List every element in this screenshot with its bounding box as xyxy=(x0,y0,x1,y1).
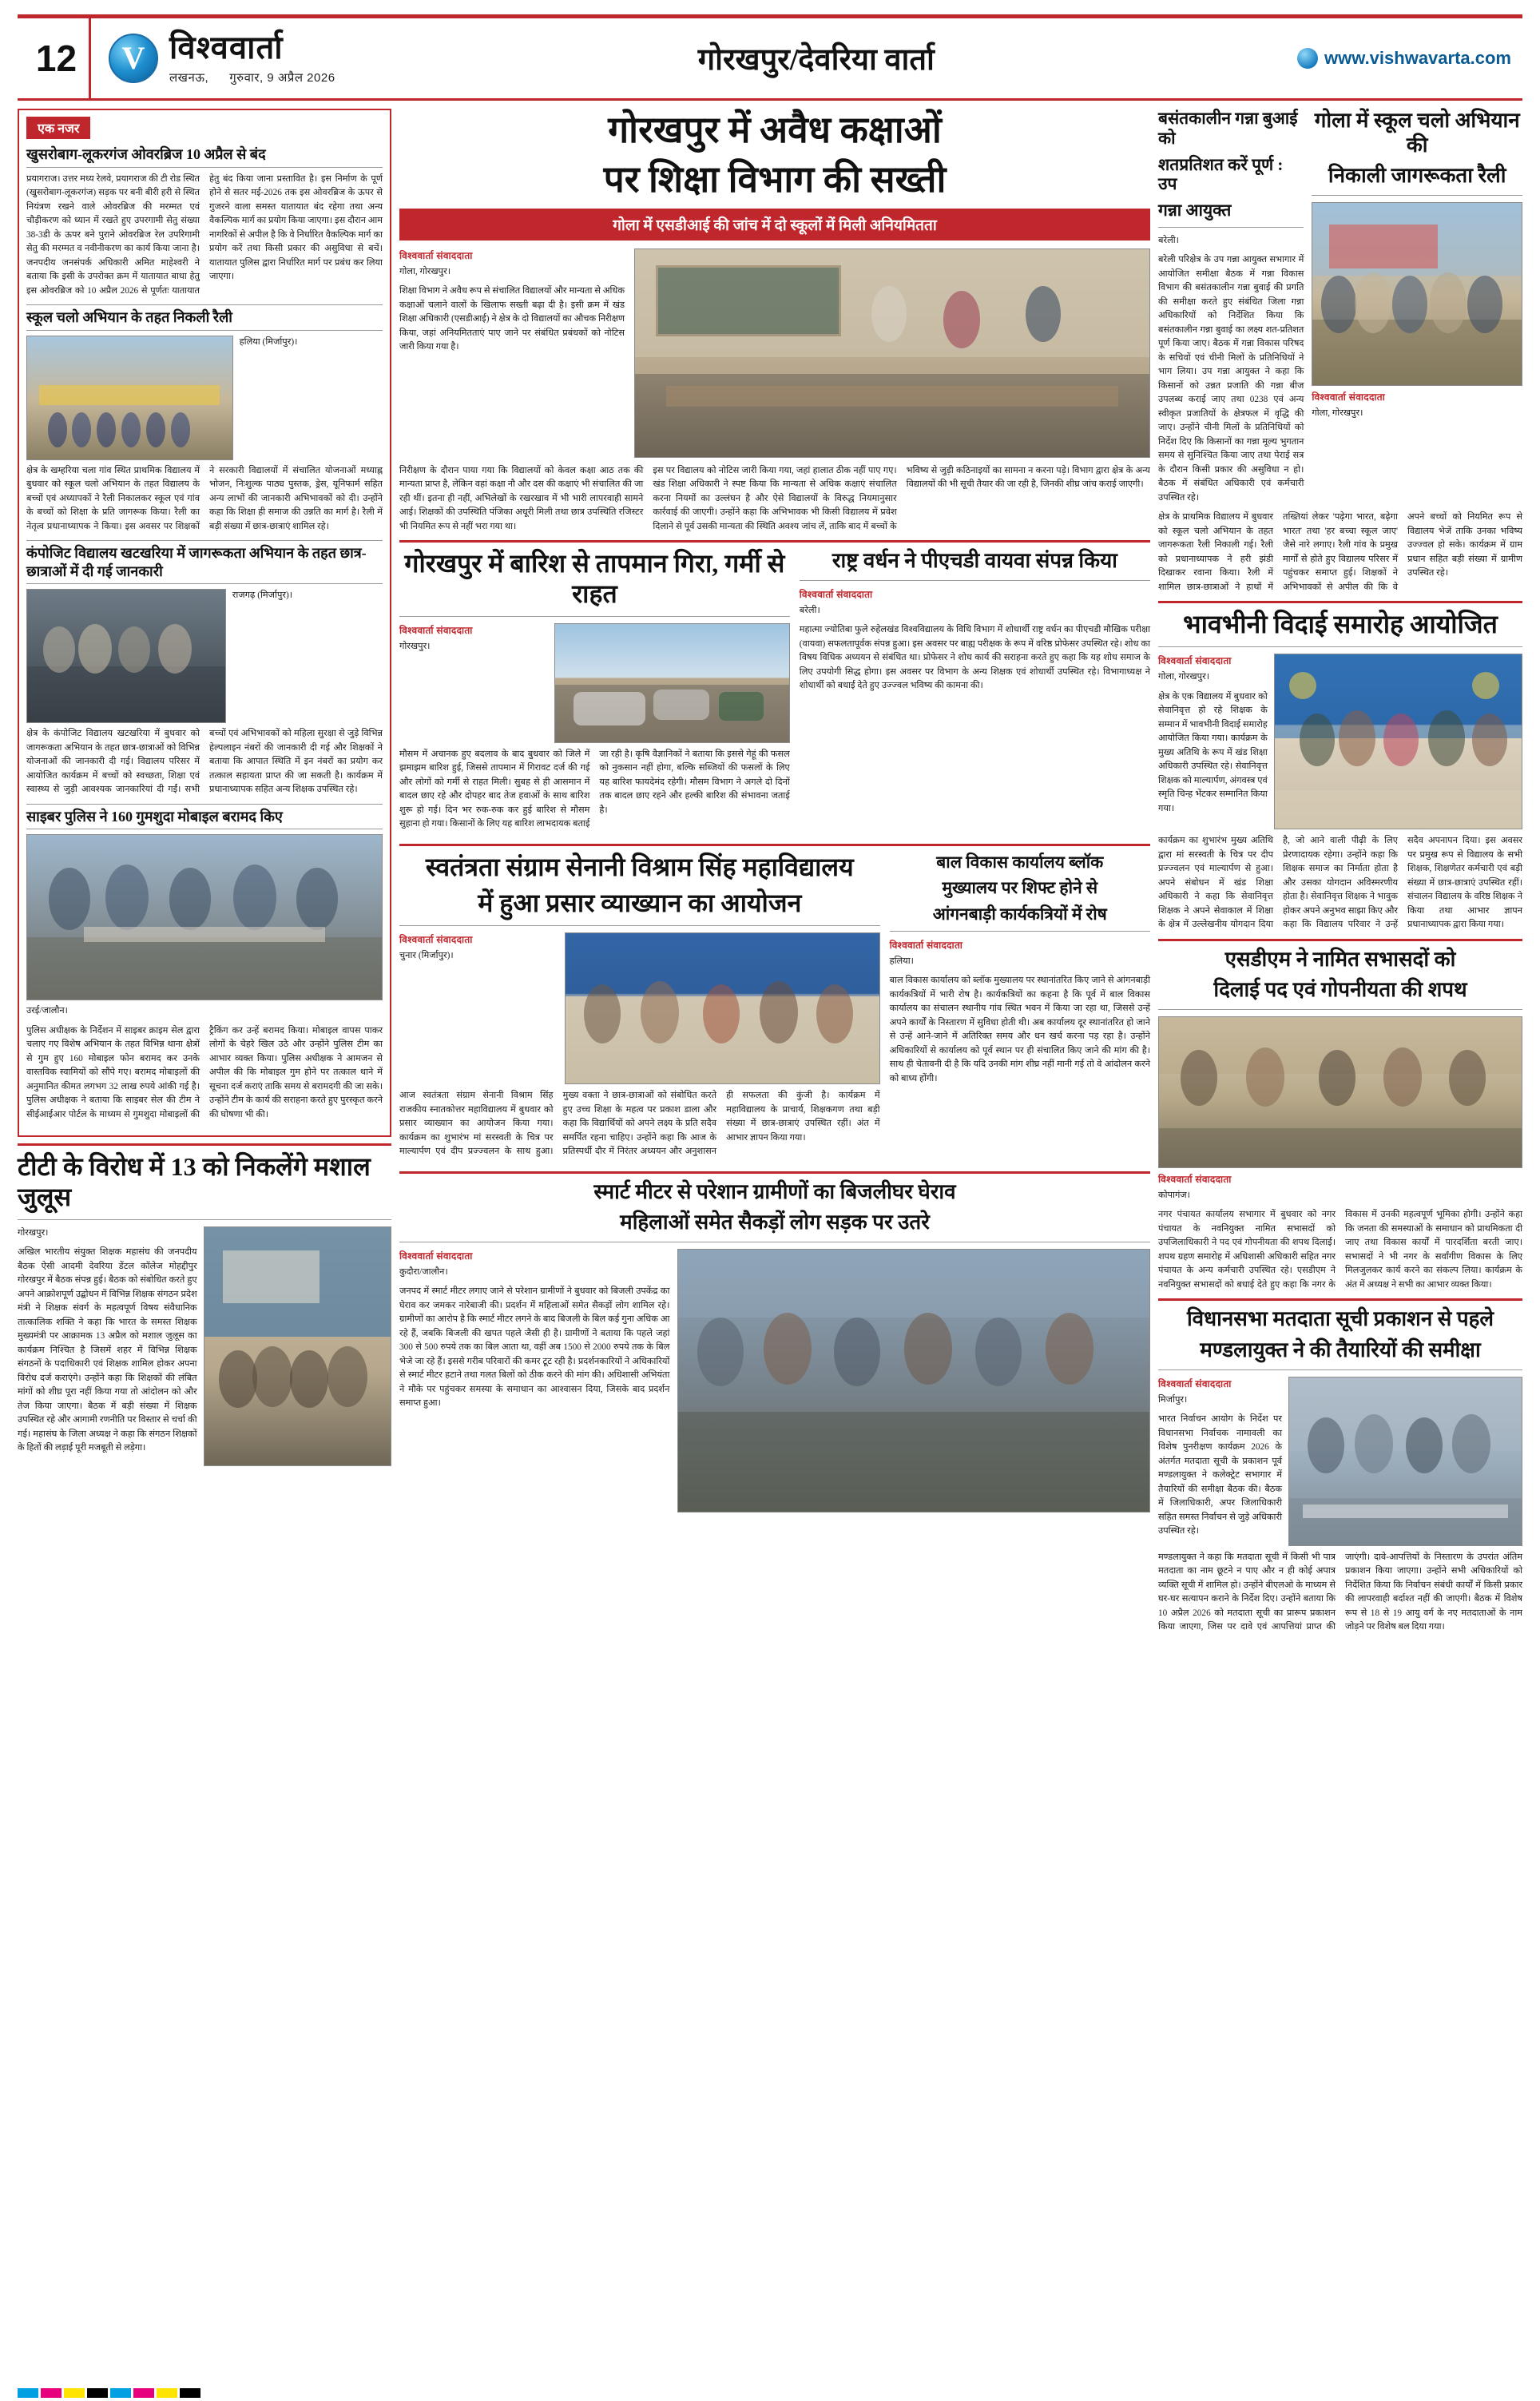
lead-photo-classroom xyxy=(634,248,1150,458)
sugarcane-text: बरेली परिक्षेत्र के उप गन्ना आयुक्त सभागार में आयोजित समीक्षा बैठक में गन्ना विकास विभाग की बसंतकालीन गन्ना बुवाई की प्रगति की समीक्षा करते हुए संबंधित जिला गन्ना अधिकारियों को निर्देशित किया कि बसंतकालीन गन्ना बुवाई का लक्ष्य शत-प्रतिशत पूर्ण किया जाए। बैठक में गन्ना विकास परिषद के सचिवों एवं चीनी मिलों के प्रतिनिधियों ने भाग लिया। उप गन्ना आयुक्त ने कहा कि किसानों को उन्नत प्रजाति की गन्ना बीज उपलब्ध कराई जाए तथा 0238 एवं अन्य स्वीकृत प्रजातियों के क्षेत्रफल में वृद्धि की जाए। उन्होंने चीनी मिलों के प्रतिनिधियों को निर्देश दिए कि किसानों का गन्ना मूल्य भुगतान समय से सुनिश्चित किया जाए तथा पेराई सत्र के दौरान किसी प्रकार की असुविधा न हो। बैठक में संबंधित अधिकारी एवं कर्मचारी उपस्थित रहे। xyxy=(1158,255,1304,503)
left-item1-text: प्रयागराज। उत्तर मध्य रेलवे, प्रयागराज की टी रोड स्थित (खुसरोबाग-लूकरगंज) सड़क पर बनी बीरी हरी से स्थित नियंत्रण रखने वाले ओवरब्रिज की मरम्मत एवं चौड़ीकरण को ध्यान में रखते हुए उपरगामी सेतु संख्या 38-3डी के ऊपर बने पुराने ओवरब्रिज रेल उपरिगामी सेतु की मरम्मत व नवीनीकरण का कार्य किया जाना है। जनपदीय जनसंपर्क अधिकारी अमित माहेश्वरी ने बताया कि इसी के उपरोक्त क्रम में यातायात बाधा हेतु इस ओवरब्रिज को 10 अप्रैल 2026 से पूर्णतः यातायात हेतु बंद किया जाना प्रस्तावित है। इस निर्माण के पूर्ण होने से सतर मई-2026 तक इस ओवरब्रिज के ऊपर से गुजरने वाला समस्त यातायात बंद रहेगा तथा अन्य वैकल्पिक मार्ग का प्रयोग किया जाएगा। इस दौरान आम नागरिकों से अपील है कि वे निर्धारित वैकल्पिक मार्ग का प्रयोग करें तथा किसी प्रकार की असुविधा से बचें। यातायात पुलिस द्वारा निर्धारित मार्ग पर प्रबंध कर लिया जाएगा। xyxy=(26,173,383,296)
voterlist-byline: विश्ववार्ता संवाददाता xyxy=(1158,1377,1232,1389)
left-item4-dateline: उरई/जालौन। xyxy=(26,1006,68,1016)
freedom-headline-line2: में हुआ प्रसार व्याख्यान का आयोजन xyxy=(478,888,802,918)
pwd-headline: राष्ट्र वर्धन ने पीएचडी वायवा संपन्न किया xyxy=(832,549,1117,573)
smart-headline-line2: महिलाओं समेत सैकड़ों लोग सड़क पर उतरे xyxy=(620,1210,930,1234)
schoolrally-headline-line1: गोला में स्कूल चलो अभियान की xyxy=(1314,109,1520,157)
schoolrally-byline: विश्ववार्ता संवाददाता xyxy=(1312,392,1385,403)
section-title: गोरखपुर/देवरिया वार्ता xyxy=(697,43,935,77)
sugarcane-headline-line1: बसंतकालीन गन्ना बुआई को xyxy=(1158,109,1298,148)
voterlist-dateline: मिर्जापुर। xyxy=(1158,1394,1188,1405)
sdm-text: नगर पंचायत कार्यालय सभागार में बुधवार को नगर पंचायत के नवनियुक्त नामित सभासदों को उपजिलाधिकारी ने पद एवं गोपनीयता की शपथ दिलाई। शपथ ग्रहण समारोह में अधिशासी अधिकारी सहित नगर पंचायत के अन्य कर्मचारी उपस्थित रहे। एसडीएम ने नवनियुक्त सभासदों को बधाई देते हुए कहा कि नगर के विकास में उनकी महत्वपूर्ण भूमिका होगी। उन्होंने कहा कि जनता की समस्याओं के समाधान को प्राथमिकता दी जाए तथा विकास कार्यों में पारदर्शिता बरती जाए। सभासदों ने भी नगर के सर्वांगीण विकास के लिए मिलजुलकर कार्य करने का संकल्प लिया। कार्यक्रम के अंत में अध्यक्ष ने सभी का आभार व्यक्त किया। xyxy=(1158,1210,1522,1290)
website-link[interactable] xyxy=(1297,48,1516,69)
freedom-headline-line1: स्वतंत्रता संग्राम सेनानी विश्राम सिंह महाविद्यालय xyxy=(425,852,854,881)
sdm-headline-line2: दिलाई पद एवं गोपनीयता की शपथ xyxy=(1213,978,1467,1002)
farewell-headline: भावभीनी विदाई समारोह आयोजित xyxy=(1183,610,1498,639)
lead-text3: इस पर विद्यालय को नोटिस जारी किया गया, जहां हालात ठीक नहीं पाए गए। खंड शिक्षा अधिकारी ने स्पष्ट किया कि मान्यता से अधिक कक्षाएं संचालित करना नियमों का उल्लंघन है और ऐसे विद्यालयों के विरुद्ध नियमानुसार कार्रवाई की जाएगी। उन्होंने कहा कि अभिभावक भी किसी विद्यालय में प्रवेश दिलाने से पूर्व उसकी मान्यता की स्थिति अवश्य जांच लें, ताकि बाद में बच्चों के भविष्य से जुड़ी कठिनाइयों का सामना न करना पड़े। विभाग द्वारा क्षेत्र के अन्य विद्यालयों की भी सूची तैयार की जा रही है, जिनकी शीघ्र जांच कराई जाएगी। xyxy=(653,465,1150,531)
left-item2-headline: स्कूल चलो अभियान के तहत निकली रैली xyxy=(26,304,383,331)
left-item1-headline: खुसरोबाग-लूकरगंज ओवरब्रिज 10 अप्रैल से बंद xyxy=(26,145,383,168)
smart-photo-crowd xyxy=(677,1249,1150,1513)
voterlist-text2: मण्डलायुक्त ने कहा कि मतदाता सूची में किसी भी पात्र मतदाता का नाम छूटने न पाए और न ही कोई अपात्र व्यक्ति सूची में शामिल हो। उन्होंने बीएलओ के माध्यम से घर-घर सत्यापन कराने के निर्देश दिए। उन्होंने बताया कि 10 अप्रैल 2026 को मतदाता सूची का प्रारूप प्रकाशन किया जाएगा, जिस पर दावे एवं आपत्तियां प्राप्त की जाएंगी। दावे-आपत्तियों के निस्तारण के उपरांत अंतिम प्रकाशन किया जाएगा। उन्होंने सभी अधिकारियों को निर्देशित किया कि निर्वाचन संबंधी कार्यों में किसी प्रकार की लापरवाही बर्दाश्त नहीं की जाएगी। बैठक में विशेष रूप से 18 से 19 आयु वर्ग के नए मतदाताओं के नाम जोड़ने पर विशेष बल दिया गया। xyxy=(1158,1552,1522,1632)
paper-logo xyxy=(91,29,335,85)
sdm-photo xyxy=(1158,1016,1522,1168)
weather-headline: गोरखपुर में बारिश से तापमान गिरा, गर्मी से राहत xyxy=(404,549,785,608)
pwd-byline: विश्ववार्ता संवाददाता xyxy=(799,588,873,600)
farewell-byline: विश्ववार्ता संवाददाता xyxy=(1158,655,1232,667)
farewell-photo xyxy=(1274,654,1522,829)
farewell-text2: कार्यक्रम का शुभारंभ मुख्य अतिथि द्वारा मां सरस्वती के चित्र पर दीप प्रज्ज्वलन एवं माल्यार्पण से हुआ। अपने संबोधन में खंड शिक्षा अधिकारी ने कहा कि सेवानिवृत्त शिक्षक ने अपने सेवाकाल में शिक्षा के क्षेत्र में उल्लेखनीय योगदान दिया है, जो आने वाली पीढ़ी के लिए प्रेरणादायक रहेगा। उन्होंने कहा कि शिक्षक समाज का निर्माता होता है और उसका योगदान अविस्मरणीय होता है। सेवानिवृत्त शिक्षक ने भावुक होकर अपने अनुभव साझा किए और कहा कि विद्यालय परिवार ने उन्हें सदैव अपनापन दिया। इस अवसर पर प्रमुख रूप से विद्यालय के सभी शिक्षक, शिक्षणेतर कर्मचारी एवं बड़ी संख्या में छात्र-छात्राएं उपस्थित रहीं। संचालन विद्यालय के वरिष्ठ शिक्षक ने किया तथा आभार ज्ञापन प्रधानाध्यापक द्वारा किया गया। xyxy=(1158,836,1522,930)
left-item3-dateline: राजगढ़ (मिर्जापुर)। xyxy=(232,590,293,600)
lead-headline-line2: पर शिक्षा विभाग की सख्ती xyxy=(603,159,947,201)
freedom-byline: विश्ववार्ता संवाददाता xyxy=(399,934,473,946)
left-column xyxy=(18,109,391,1640)
smart-byline: विश्ववार्ता संवाददाता xyxy=(399,1250,473,1262)
schoolrally-headline-line2: निकाली जागरूकता रैली xyxy=(1328,164,1506,188)
smart-headline-line1: स्मार्ट मीटर से परेशान ग्रामीणों का बिजलीघर घेराव xyxy=(593,1179,956,1203)
freedom-text: आज स्वतंत्रता संग्राम सेनानी विश्राम सिंह राजकीय स्नातकोत्तर महाविद्यालय में बुधवार को प्रसार व्याख्यान का आयोजन किया गया। कार्यक्रम का शुभारंभ मां सरस्वती के चित्र पर माल्यार्पण एवं दीप प्रज्ज्वलन के साथ हुआ। मुख्य वक्ता ने छात्र-छात्राओं को संबोधित करते हुए उच्च शिक्षा के महत्व पर प्रकाश डाला और कहा कि विद्यार्थियों को अपने लक्ष्य के प्रति सदैव समर्पित रहना चाहिए। उन्होंने कहा कि आज के प्रतिस्पर्धी दौर में निरंतर अध्ययन और अनुशासन ही सफलता की कुंजी है। कार्यक्रम में महाविद्यालय के प्राचार्य, शिक्षकगण तथा बड़ी संख्या में छात्र-छात्राएं उपस्थित रहीं। अंत में आभार ज्ञापन किया गया। xyxy=(399,1091,880,1157)
farewell-dateline: गोला, गोरखपुर। xyxy=(1158,672,1209,682)
weather-photo-street xyxy=(554,623,790,743)
sugarcane-dateline: बरेली। xyxy=(1158,235,1179,245)
pwd-text: महात्मा ज्योतिबा फुले रुहेलखंड विश्वविद्यालय के विधि विभाग में शोधार्थी राष्ट्र वर्धन का पीएचडी मौखिक परीक्षा (वायवा) सफलतापूर्वक संपन्न हुआ। इस अवसर पर बाह्य परीक्षक के रूप में वरिष्ठ प्रोफेसर उपस्थित रहे। शोध का विषय विधिक अध्ययन से संबंधित था। प्रोफेसर ने शोध कार्य की सराहना करते हुए कहा कि यह शोध समाज के लिए उपयोगी सिद्ध होगा। इस अवसर पर विभाग के अन्य शिक्षक एवं शोधार्थी उपस्थित रहे। विभागाध्यक्ष ने शोधार्थी को बधाई देते हुए उज्ज्वल भविष्य की कामना की। xyxy=(799,625,1150,691)
middle-column xyxy=(399,109,1150,1640)
tt-text: अखिल भारतीय संयुक्त शिक्षक महासंघ की जनपदीय बैठक ऐसी आदमी देवरिया डेंटल कॉलेज मोहद्दीपुर गोरखपुर में बैठक संपन्न हुई। बैठक को संबोधित करते हुए अपने आक्रोशपूर्ण उद्बोधन में विभिन्न शिक्षक संगठन प्रदेश मंत्री ने शिक्षक संवर्ग के महत्वपूर्ण विषय संवैधानिक तात्कालिक शक्ति ने कहा कि भारत के समस्त शिक्षक मुख्यमंत्री पर आक्रामक 13 अप्रैल को मशाल जुलूस का कार्यक्रम निश्चित है जिसमें शहर में विभिन्न शिक्षक संगठनों के पदाधिकारी एवं शिक्षक शामिल होकर अपना विरोध दर्ज कराएंगे। उन्होंने कहा कि शिक्षकों की लंबित मांगों को शीघ्र पूरा नहीं किया गया तो आंदोलन को और तेज किया जाएगा। बैठक में बड़ी संख्या में शिक्षक उपस्थित रहे और आगामी रणनीति पर विस्तार से चर्चा की गई। महासंघ के जिला अध्यक्ष ने कहा कि संगठन शिक्षकों के हितों की लड़ाई पूरी मजबूती से लड़ेगा। xyxy=(18,1247,197,1453)
left-item3-text: क्षेत्र के कंपोजिट विद्यालय खटखरिया में बुधवार को जागरूकता अभियान के तहत छात्र-छात्राओं को विभिन्न योजनाओं की जानकारी दी गई। विद्यालय परिसर में आयोजित कार्यक्रम में बच्चों को स्वच्छता, शिक्षा एवं स्वास्थ्य से जुड़ी आवश्यक जानकारियां दी गईं। सभी बच्चों एवं अभिभावकों को महिला सुरक्षा से जुड़े विभिन्न हेल्पलाइन नंबरों की जानकारी दी गई और शिक्षकों ने बताया कि आपात स्थिति में इन नंबरों का प्रयोग कर तत्काल सहायता प्राप्त की जा सकती है। कार्यक्रम में प्रधानाध्यापक सहित अन्य शिक्षक उपस्थित रहे। xyxy=(26,729,383,794)
lead-byline: विश्ववार्ता संवाददाता xyxy=(399,249,473,261)
smart-text: जनपद में स्मार्ट मीटर लगाए जाने से परेशान ग्रामीणों ने बुधवार को बिजली उपकेंद्र का घेराव कर जमकर नारेबाजी की। प्रदर्शन में महिलाओं समेत सैकड़ों लोग शामिल रहे। ग्रामीणों का आरोप है कि स्मार्ट मीटर लगने के बाद बिजली के बिल कई गुना अधिक आ रहे हैं, जबकि बिजली की खपत पहले जैसी ही है। ग्रामीणों ने बताया कि पहले जहां 300 से 500 रुपये तक का बिल आता था, वहीं अब 1500 से 2000 रुपये तक के बिल भेजे जा रहे हैं। इससे गरीब परिवारों की कमर टूट रही है। प्रदर्शनकारियों ने अधिकारियों से स्मार्ट मीटर हटाने तथा गलत बिलों को ठीक करने की मांग की। अधिशासी अभियंता ने मौके पर पहुंचकर समस्या के समाधान का आश्वासन दिया, जिसके बाद प्रदर्शन समाप्त हुआ। xyxy=(399,1286,670,1409)
sdm-headline-line1: एसडीएम ने नामित सभासदों को xyxy=(1224,947,1456,971)
left-item4-photo xyxy=(26,834,383,1000)
left-item3-photo xyxy=(26,589,226,723)
place-label: लखनऊ, xyxy=(169,70,209,85)
tt-headline: टीटी के विरोध में 13 को निकलेंगे मशाल जुलूस xyxy=(18,1152,371,1211)
globe-icon xyxy=(1297,48,1318,69)
sdm-byline: विश्ववार्ता संवाददाता xyxy=(1158,1173,1232,1185)
weather-dateline: गोरखपुर। xyxy=(399,641,431,651)
child-headline-line3: आंगनबाड़ी कार्यकत्रियों में रोष xyxy=(932,904,1107,924)
lead-text1: शिक्षा विभाग ने अवैध रूप से संचालित विद्यालयों और मान्यता से अधिक कक्षाओं चलाने वालों के खिलाफ सख्ती बढ़ा दी है। इसी क्रम में खंड शिक्षा अधिकारी (एसडीआई) ने क्षेत्र के दो विद्यालयों का औचक निरीक्षण किया, जहां अनियमितताएं पाए जाने पर संबंधित प्रबंधकों को नोटिस जारी किया गया है। xyxy=(399,286,625,352)
left-item4-text: पुलिस अधीक्षक के निर्देशन में साइबर क्राइम सेल द्वारा चलाए गए विशेष अभियान के तहत विभिन्न थाना क्षेत्रों से गुम हुए 160 मोबाइल फोन बरामद कर उनके वास्तविक स्वामियों को सौंपे गए। बरामद मोबाइलों की अनुमानित कीमत लगभग 32 लाख रुपये आंकी गई है। पुलिस अधीक्षक ने बताया कि साइबर सेल की टीम ने सीईआईआर पोर्टल के माध्यम से गुमशुदा मोबाइलों की ट्रैकिंग कर उन्हें बरामद किया। मोबाइल वापस पाकर लोगों के चेहरे खिल उठे और उन्होंने पुलिस टीम का आभार व्यक्त किया। पुलिस अधीक्षक ने आमजन से अपील की कि मोबाइल गुम होने पर तत्काल थाने में सूचना दर्ज कराएं ताकि समय से बरामदगी की जा सके। उन्होंने टीम के कार्य की सराहना करते हुए पुरस्कृत करने की घोषणा भी की। xyxy=(26,1025,383,1119)
freedom-photo-stage xyxy=(565,932,880,1084)
left-item2-photo xyxy=(26,336,233,460)
child-dateline: हलिया। xyxy=(889,956,914,966)
left-item2-dateline: हलिया (मिर्जापुर)। xyxy=(239,336,298,347)
child-headline-line2: मुख्यालय पर शिफ्ट होने से xyxy=(942,878,1098,898)
page-number: 12 xyxy=(24,18,91,98)
ek-nazar-tag: एक नजर xyxy=(26,117,90,139)
voterlist-text1: भारत निर्वाचन आयोग के निर्देश पर विधानसभा निर्वाचक नामावली का विशेष पुनरीक्षण कार्यक्रम 2026 के अंतर्गत मतदाता सूची के प्रकाशन पूर्व मण्डलायुक्त ने कलेक्ट्रेट सभागार में तैयारियों की समीक्षा बैठक की। बैठक में जिलाधिकारी, अपर जिलाधिकारी सहित समस्त निर्वाचन से जुड़े अधिकारी उपस्थित रहे। xyxy=(1158,1414,1283,1536)
weather-text: मौसम में अचानक हुए बदलाव के बाद बुधवार को जिले में झमाझम बारिश हुई, जिससे तापमान में गिरावट दर्ज की गई और लोगों को गर्मी से राहत मिली। सुबह से ही आसमान में बादल छाए रहे और दोपहर बाद तेज हवाओं के साथ बारिश शुरू हो गई। दिन भर रुक-रुक कर हुई बारिश से मौसम सुहाना हो गया। किसानों के लिए यह बारिश लाभदायक बताई जा रही है। कृषि वैज्ञानिकों ने बताया कि इससे गेहूं की फसल को नुकसान नहीं होगा, बल्कि सब्जियों की फसलों के लिए यह बारिश फायदेमंद रहेगी। मौसम विभाग ने अगले दो दिनों तक बादल छाए रहने और हल्की बारिश की संभावना जताई है। xyxy=(399,749,790,829)
sugarcane-headline-line3: गन्ना आयुक्त xyxy=(1158,201,1232,221)
right-column xyxy=(1158,109,1522,1640)
sdm-dateline: कोपागंज। xyxy=(1158,1190,1190,1200)
child-byline: विश्ववार्ता संवाददाता xyxy=(889,939,963,951)
schoolrally-dateline: गोला, गोरखपुर। xyxy=(1312,408,1363,419)
schoolrally-text: क्षेत्र के प्राथमिक विद्यालय में बुधवार को स्कूल चलो अभियान के तहत जागरूकता रैली निकाली गई। रैली को प्रधानाध्यापक ने हरी झंडी दिखाकर रवाना किया। रैली में शामिल छात्र-छात्राओं ने हाथों में तख्तियां लेकर 'पढ़ेगा भारत, बढ़ेगा भारत' तथा 'हर बच्चा स्कूल जाए' जैसे नारे लगाए। रैली गांव के प्रमुख मार्गों से होते हुए विद्यालय परिसर में पहुंचकर समाप्त हुई। शिक्षकों ने अभिभावकों से अपील की कि वे अपने बच्चों को नियमित रूप से विद्यालय भेजें ताकि उनका भविष्य उज्ज्वल हो सके। कार्यक्रम में ग्राम प्रधान सहित बड़ी संख्या में ग्रामीण उपस्थित रहे। xyxy=(1158,512,1522,592)
lead-text2: निरीक्षण के दौरान पाया गया कि विद्यालयों को केवल कक्षा आठ तक की मान्यता प्राप्त है, लेकिन वहां कक्षा नौ और दस की कक्षाएं भी संचालित की जा रही थीं। इतना ही नहीं, अभिलेखों के रखरखाव में भी भारी लापरवाही सामने आई। शिक्षकों की उपस्थिति पंजिका अधूरी मिली तथा छात्र उपस्थिति रजिस्टर भी नियमित रूप से नहीं भरा गया था। xyxy=(399,465,644,531)
voterlist-headline-line1: विधानसभा मतदाता सूची प्रकाशन से पहले xyxy=(1186,1307,1494,1331)
sugarcane-headline-line2: शतप्रतिशत करें पूर्ण : उप xyxy=(1158,154,1284,194)
pwd-dateline: बरेली। xyxy=(799,605,820,615)
left-item3-headline: कंपोजिट विद्यालय खटखरिया में जागरूकता अभियान के तहत छात्र-छात्राओं में दी गई जानकारी xyxy=(26,540,383,584)
child-headline-line1: बाल विकास कार्यालय ब्लॉक xyxy=(936,852,1104,872)
lead-headline-line1: गोरखपुर में अवैध कक्षाओं xyxy=(608,109,942,150)
logo-icon: V xyxy=(109,34,158,83)
schoolrally-photo xyxy=(1312,202,1522,386)
freedom-dateline: चुनार (मिर्जापुर)। xyxy=(399,951,454,961)
left-item4-headline: साइबर पुलिस ने 160 गुमशुदा मोबाइल बरामद किए xyxy=(26,804,383,830)
masthead xyxy=(18,14,1522,101)
left-item2-text: क्षेत्र के खम्हरिया चला गांव स्थित प्राथमिक विद्यालय में बुधवार को स्कूल चलो अभियान के तहत विद्यालय के बच्चों एवं अध्यापकों ने रैली निकालकर स्कूल एवं गांव के बच्चों को शिक्षा के प्रति जागरूक किया। रैली का नेतृत्व प्रधानाध्यापक ने किया। इस अवसर पर शिक्षकों ने सरकारी विद्यालयों में संचालित योजनाओं मध्याह्न भोजन, निःशुल्क पाठ्य पुस्तक, ड्रेस, यूनिफार्म सहित अन्य लाभों की जानकारी अभिभावकों को दी। उन्होंने कहा कि शिक्षा ही समाज की उन्नति का मार्ग है। रैली में बड़ी संख्या में छात्र-छात्राएं शामिल रहे। xyxy=(26,465,383,531)
tt-dateline: गोरखपुर। xyxy=(18,1227,49,1238)
ek-nazar-box xyxy=(18,109,391,1137)
farewell-text1: क्षेत्र के एक विद्यालय में बुधवार को सेवानिवृत्त हो रहे शिक्षक के सम्मान में भावभीनी विदाई समारोह आयोजित किया गया। कार्यक्रम के मुख्य अतिथि के रूप में खंड शिक्षा अधिकारी उपस्थित रहे। सेवानिवृत्त शिक्षक को माल्यार्पण, अंगवस्त्र एवं स्मृति चिन्ह भेंटकर सम्मानित किया गया। xyxy=(1158,691,1268,813)
lead-subhead-bar: गोला में एसडीआई की जांच में दो स्कूलों में मिली अनियमितता xyxy=(399,209,1150,240)
website-text: www.vishwavarta.com xyxy=(1324,48,1511,68)
weather-byline: विश्ववार्ता संवाददाता xyxy=(399,624,473,636)
tt-photo xyxy=(204,1226,391,1466)
paper-name: विश्ववार्ता xyxy=(169,29,284,66)
voterlist-headline-line2: मण्डलायुक्त ने की तैयारियों की समीक्षा xyxy=(1200,1338,1481,1362)
lead-dateline: गोला, गोरखपुर। xyxy=(399,266,450,276)
registration-bars xyxy=(18,2388,200,2398)
voterlist-photo xyxy=(1288,1377,1522,1546)
date-label: गुरुवार, 9 अप्रैल 2026 xyxy=(229,70,335,85)
smart-dateline: कुदौरा/जालौन। xyxy=(399,1266,448,1277)
child-text: बाल विकास कार्यालय को ब्लॉक मुख्यालय पर स्थानांतरित किए जाने से आंगनबाड़ी कार्यकत्रियों में भारी रोष है। कार्यकत्रियों का कहना है कि पूर्व में बाल विकास कार्यालय का संचालन स्थानीय गांव स्थित भवन में किया जा रहा था, जिससे उन्हें अपने कार्यों के निस्तारण में सुविधा होती थी। अब कार्यालय दूर स्थानांतरित हो जाने से उन्हें आने-जाने में अतिरिक्त समय और धन खर्च करना पड़ रहा है। उन्होंने अधिकारियों से कार्यालय को पूर्व स्थान पर ही संचालित किए जाने की मांग की है। साथ ही चेतावनी दी है कि यदि उनकी मांग शीघ्र नहीं मानी गई तो वे आंदोलन करने को बाध्य होंगी। xyxy=(889,976,1150,1083)
